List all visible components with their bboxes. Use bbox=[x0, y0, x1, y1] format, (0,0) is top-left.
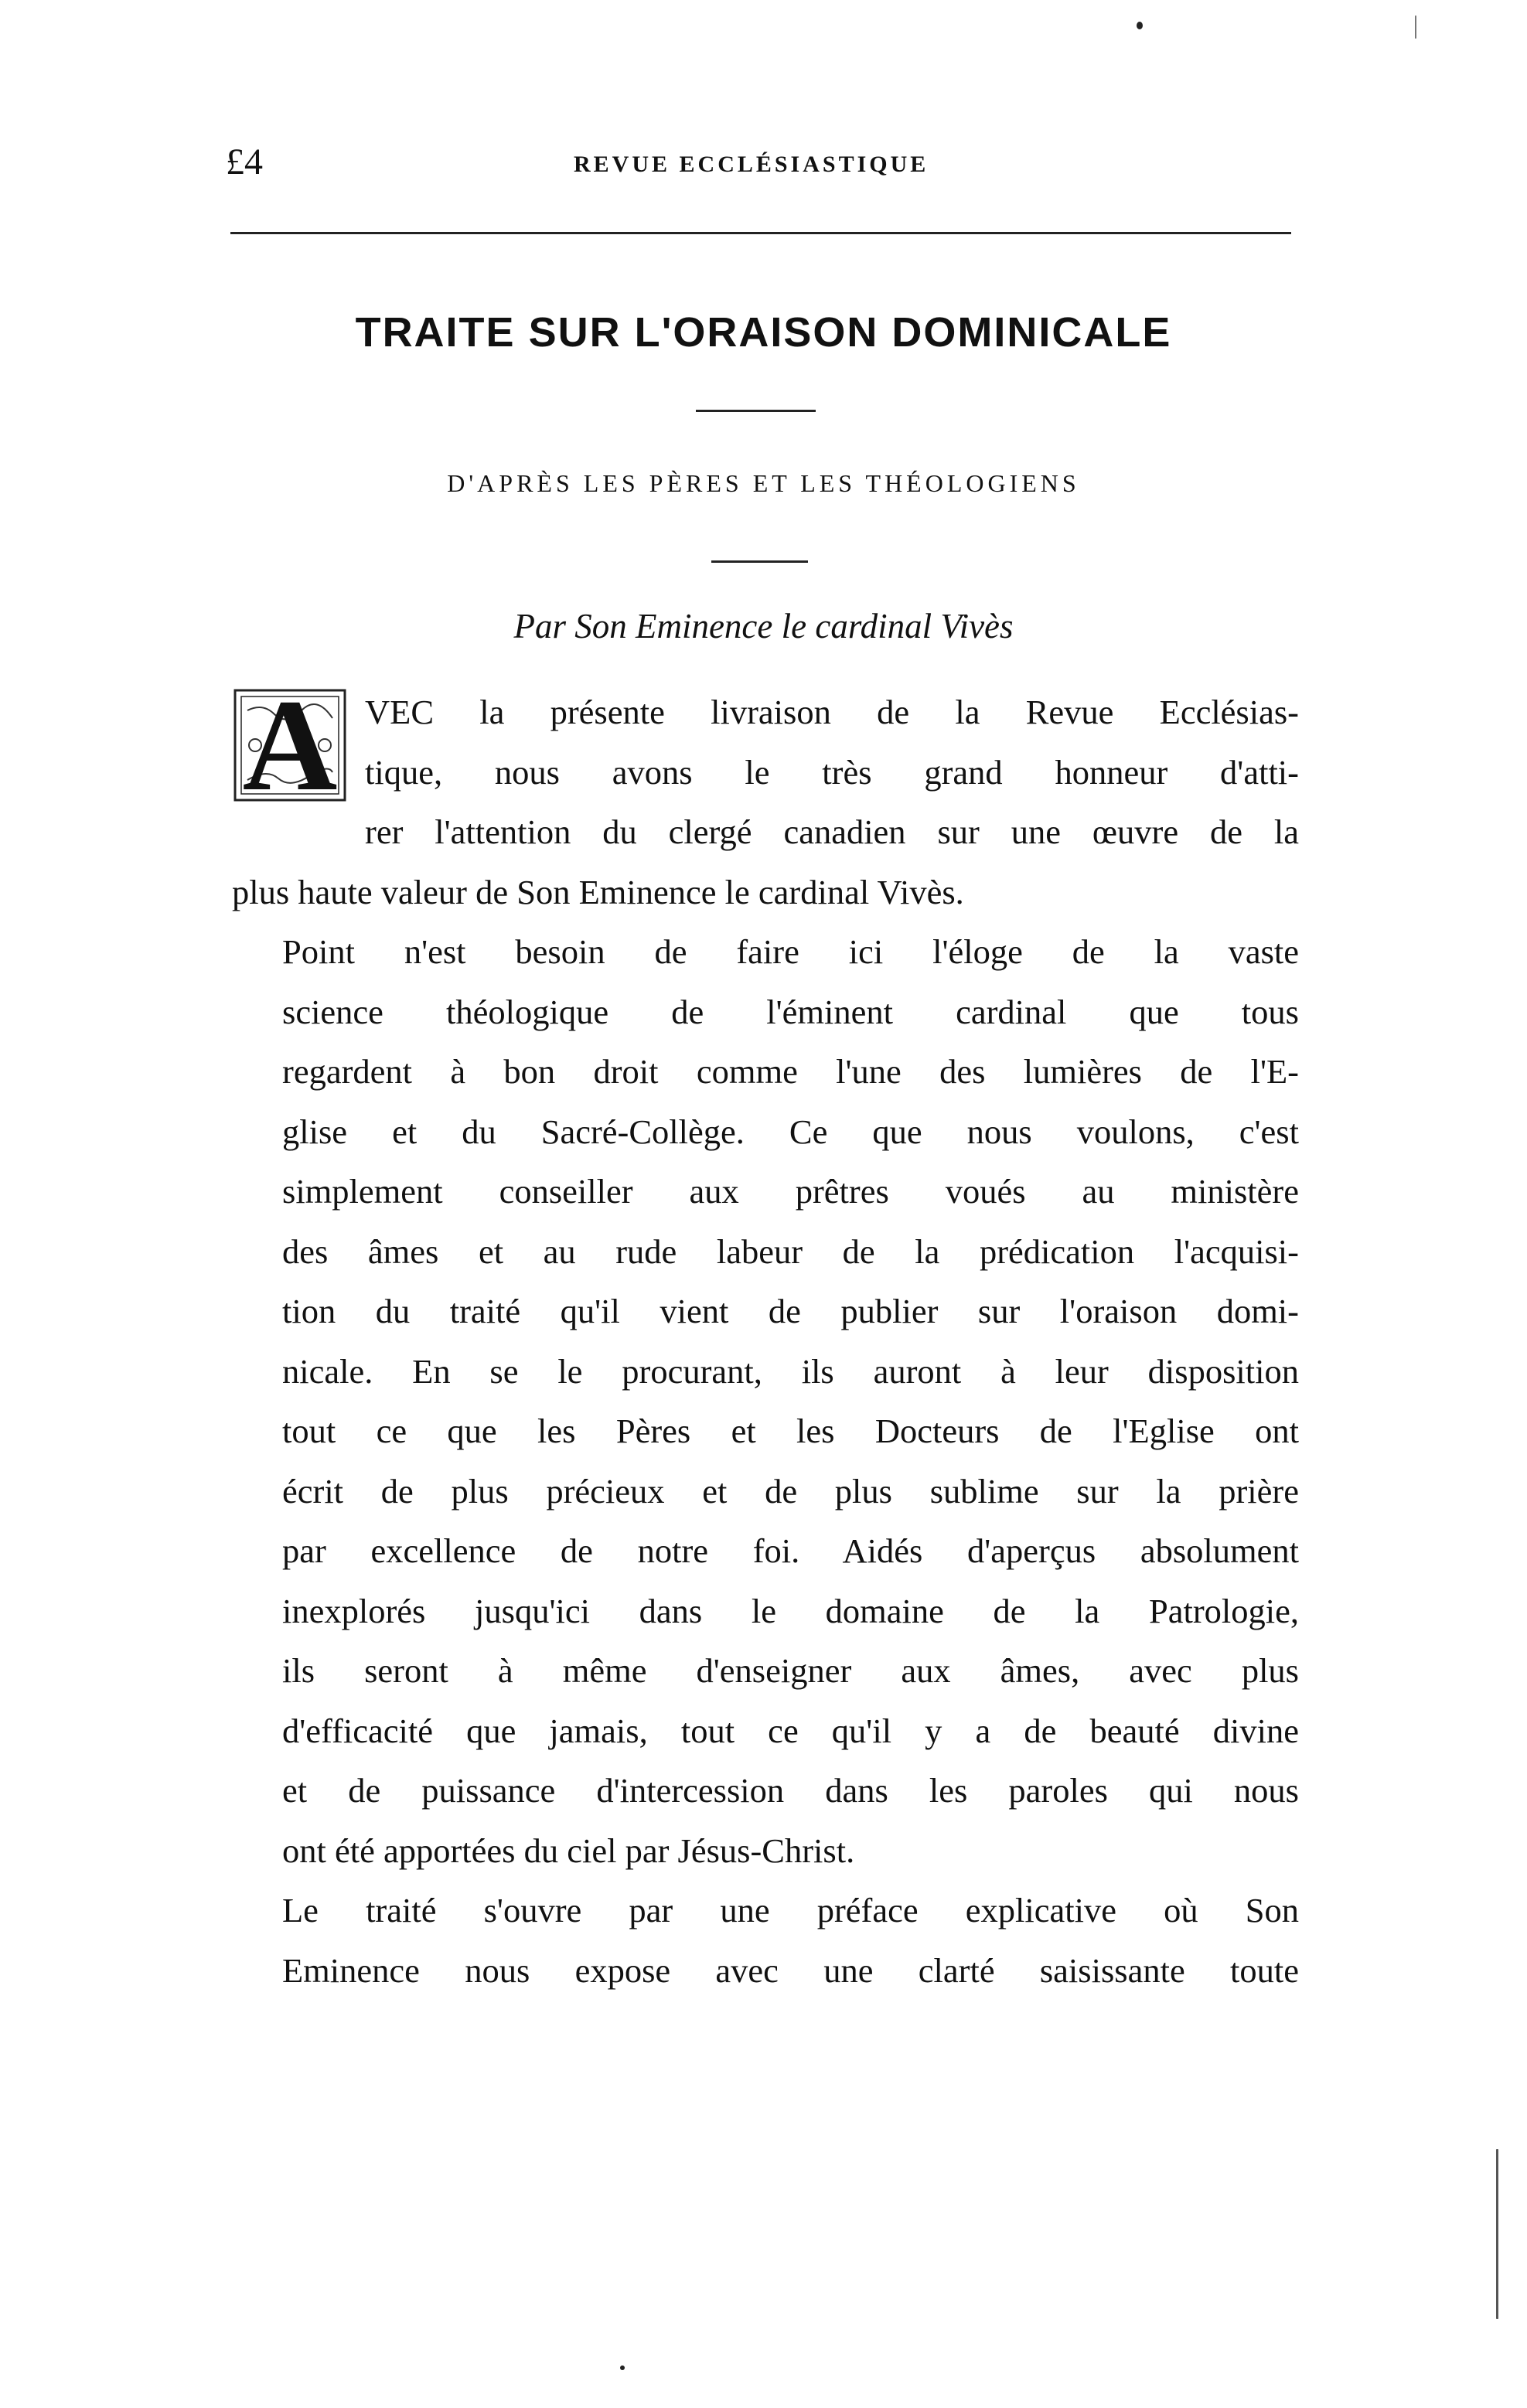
text-line: d'efficacité que jamais, tout ce qu'il y a de beauté divine bbox=[282, 1711, 1299, 1750]
text-line: VEC la présente livraison de la Revue Ecclésias- bbox=[365, 693, 1299, 731]
text-line: rer l'attention du clergé canadien sur une œuvre de la bbox=[365, 812, 1299, 851]
text-line: écrit de plus précieux et de plus sublime sur la prière bbox=[282, 1471, 1299, 1511]
text-line: Point n'est besoin de faire ici l'éloge de la vaste bbox=[282, 932, 1299, 971]
paragraph-2 bbox=[232, 922, 1299, 1881]
text-line: inexplorés jusqu'ici dans le domaine de la Patrologie, bbox=[282, 1591, 1299, 1630]
article-subtitle: D'APRÈS LES PÈRES ET LES THÉOLOGIENS bbox=[447, 469, 1080, 497]
text-line: regardent à bon droit comme l'une des lumières de l'E- bbox=[282, 1052, 1299, 1091]
article-body bbox=[232, 673, 1299, 2001]
dropcap-letter: A bbox=[242, 673, 338, 818]
subtitle-divider bbox=[711, 560, 808, 563]
text-line: Le traité s'ouvre par une préface explicative où Son bbox=[282, 1891, 1299, 1929]
text-line: plus haute valeur de Son Eminence le cardinal Vivès. bbox=[232, 872, 964, 911]
text-line: simplement conseiller aux prêtres voués au ministère bbox=[282, 1172, 1299, 1211]
paragraph-3 bbox=[232, 1881, 1299, 2001]
header-rule bbox=[230, 232, 1291, 234]
article-title: TRAITE SUR L'ORAISON DOMINICALE bbox=[355, 309, 1172, 356]
scan-edge-mark bbox=[1415, 15, 1416, 39]
scan-edge-mark bbox=[1496, 2149, 1498, 2319]
decorated-initial bbox=[232, 673, 348, 818]
text-line: tion du traité qu'il vient de publier sur l'oraison domi- bbox=[282, 1292, 1299, 1330]
text-line: ils seront à même d'enseigner aux âmes, avec plus bbox=[282, 1651, 1299, 1690]
paragraph-1 bbox=[232, 673, 1299, 922]
text-line: ont été apportées du ciel par Jésus-Christ. bbox=[282, 1831, 855, 1870]
text-line: glise et du Sacré-Collège. Ce que nous voulons, c'est bbox=[282, 1112, 1299, 1151]
text-line: Eminence nous expose avec une clarté saisissante toute bbox=[282, 1950, 1299, 1990]
page-number: £4 bbox=[226, 141, 263, 182]
text-line: tout ce que les Pères et les Docteurs de l'Eglise ont bbox=[282, 1412, 1299, 1450]
scan-speck bbox=[1137, 22, 1143, 29]
text-line: nicale. En se le procurant, ils auront à leur disposition bbox=[282, 1351, 1299, 1391]
text-line: science théologique de l'éminent cardinal que tous bbox=[282, 992, 1299, 1031]
text-line: tique, nous avons le très grand honneur d'atti- bbox=[365, 752, 1299, 792]
text-line: et de puissance d'intercession dans les paroles qui nous bbox=[282, 1771, 1299, 1810]
article-byline: Par Son Eminence le cardinal Vivès bbox=[513, 607, 1014, 645]
scan-speck bbox=[620, 2365, 625, 2370]
journal-name: REVUE ECCLÉSIASTIQUE bbox=[574, 152, 929, 177]
text-line: des âmes et au rude labeur de la prédication l'acquisi- bbox=[282, 1231, 1299, 1271]
text-line: par excellence de notre foi. Aidés d'aperçus absolument bbox=[282, 1531, 1299, 1570]
running-head bbox=[226, 139, 1293, 186]
title-divider bbox=[696, 410, 816, 412]
